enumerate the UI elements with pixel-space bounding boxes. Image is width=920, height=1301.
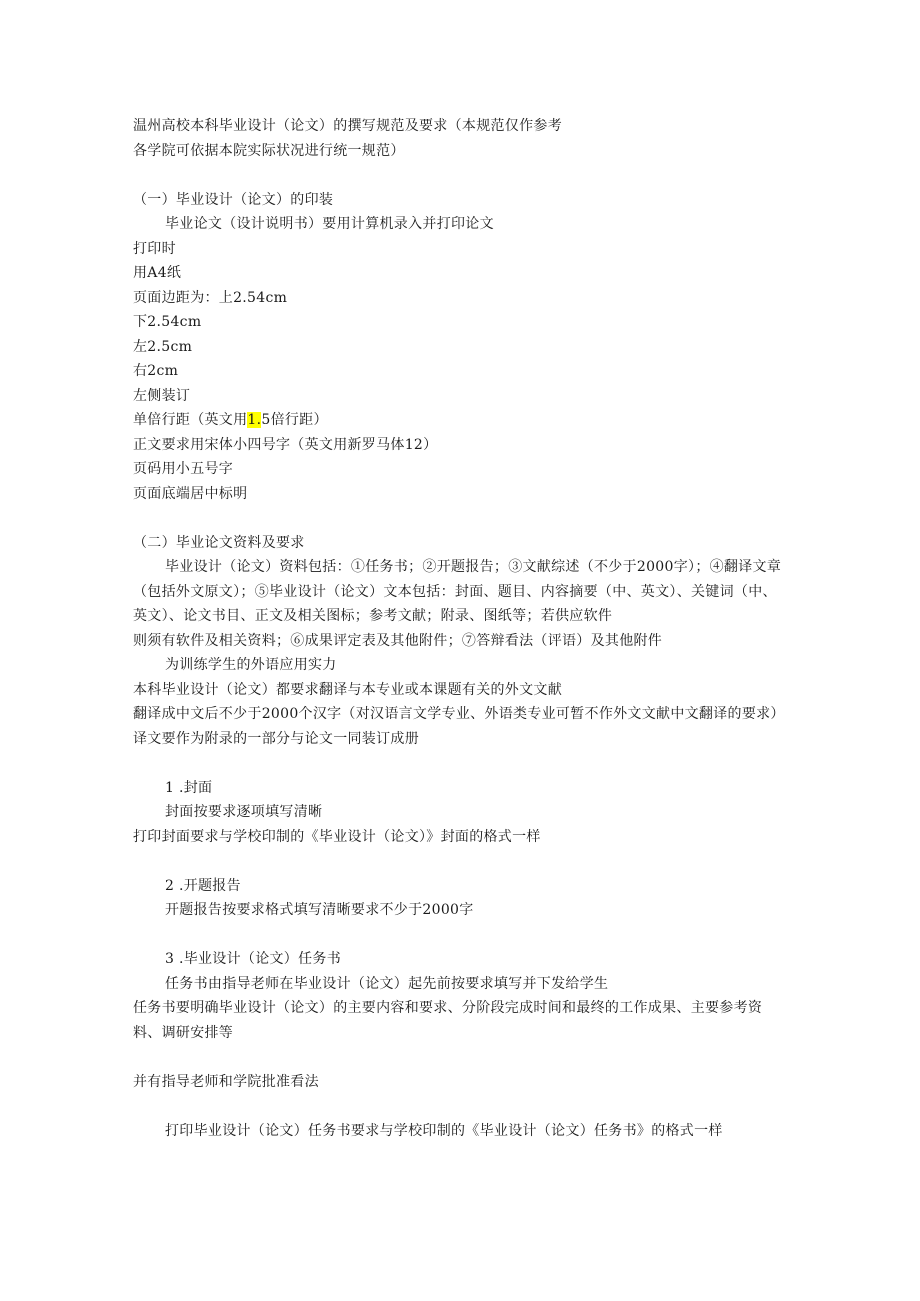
section-1-intro: 毕业论文（设计说明书）要用计算机录入并打印论文	[165, 216, 494, 232]
spacer	[133, 751, 788, 776]
line-spacing-text-before: 单倍行距（英文用	[133, 412, 248, 428]
document-body	[133, 114, 788, 1143]
document-title-line-2: 各学院可依据本院实际状况进行统一规范）	[133, 142, 405, 159]
print-line-6: 左侧装订	[133, 387, 191, 404]
item-3-heading: 3 .毕业设计（论文）任务书	[165, 951, 342, 967]
spacer	[133, 923, 788, 948]
section-2-heading: （二）毕业论文资料及要求	[133, 534, 305, 551]
spacer	[133, 849, 788, 874]
print-line-2: 页面边距为：上2.54cm	[133, 289, 288, 306]
item-1-line-2: 打印封面要求与学校印制的《毕业设计（论文）》封面的格式一样	[133, 828, 541, 845]
section-2-paragraph-1-continued: 则须有软件及相关资料；⑥成果评定表及其他附件；⑦答辩看法（评语）及其他附件	[133, 632, 663, 649]
print-line-1: 用A4纸	[133, 265, 182, 281]
print-line-0: 打印时	[133, 240, 176, 257]
line-spacing-rule	[133, 408, 788, 433]
font-rule: 正文要求用宋体小四号字（英文用新罗马体12）	[133, 436, 438, 453]
section-2-paragraph-2: 为训练学生的外语应用实力	[165, 657, 337, 673]
spacer	[133, 506, 788, 531]
section-2-paragraph-2-line-3: 翻译成中文后不少于2000个汉字（对汉语言文学专业、外语类专业可暂不作外文文献中文翻译的要求）	[133, 706, 785, 722]
highlighted-text: 1.	[247, 412, 262, 428]
spacer	[133, 1094, 788, 1119]
item-3-line-1: 任务书由指导老师在毕业设计（论文）起先前按要求填写并下发给学生	[165, 975, 609, 992]
section-2-paragraph-1: 毕业设计（论文）资料包括：①任务书；②开题报告；③文献综述（不少于2000字）；④翻译文章（包括外文原文）；⑤毕业设计（论文）文本包括：封面、题目、内容摘要（中、英文）、关键词（中、英文）、论文书目、正文及相关图标；参考文献；附录、图纸等；若供应软件	[133, 559, 782, 624]
document-title-line-1: 温州高校本科毕业设计（论文）的撰写规范及要求（本规范仅作参考	[133, 118, 562, 134]
page-number-position-rule: 页面底端居中标明	[133, 485, 248, 502]
item-1-line-1: 封面按要求逐项填写清晰	[165, 804, 323, 820]
item-2-heading: 2 .开题报告	[165, 877, 241, 894]
print-line-4: 左2.5cm	[133, 338, 193, 355]
print-line-5: 右2cm	[133, 363, 179, 379]
item-2-line-1: 开题报告按要求格式填写清晰要求不少于2000字	[165, 902, 474, 918]
line-spacing-text-after: 5倍行距）	[261, 412, 328, 428]
item-1-heading: 1 .封面	[165, 779, 213, 796]
spacer	[133, 1045, 788, 1070]
item-3-line-3: 并有指导老师和学院批准看法	[133, 1073, 319, 1090]
print-line-3: 下2.54cm	[133, 314, 202, 330]
spacer	[133, 163, 788, 188]
section-2-paragraph-2-line-4: 译文要作为附录的一部分与论文一同装订成册	[133, 730, 419, 747]
item-3-line-2: 任务书要明确毕业设计（论文）的主要内容和要求、分阶段完成时间和最终的工作成果、主要参考资料、调研安排等	[133, 1000, 763, 1041]
item-3-line-4: 打印毕业设计（论文）任务书要求与学校印制的《毕业设计（论文）任务书》的格式一样	[165, 1122, 723, 1139]
page-number-rule: 页码用小五号字	[133, 461, 234, 477]
section-2-paragraph-2-line-2: 本科毕业设计（论文）都要求翻译与本专业或本课题有关的外文文献	[133, 681, 562, 698]
section-1-heading: （一）毕业设计（论文）的印装	[133, 191, 334, 208]
